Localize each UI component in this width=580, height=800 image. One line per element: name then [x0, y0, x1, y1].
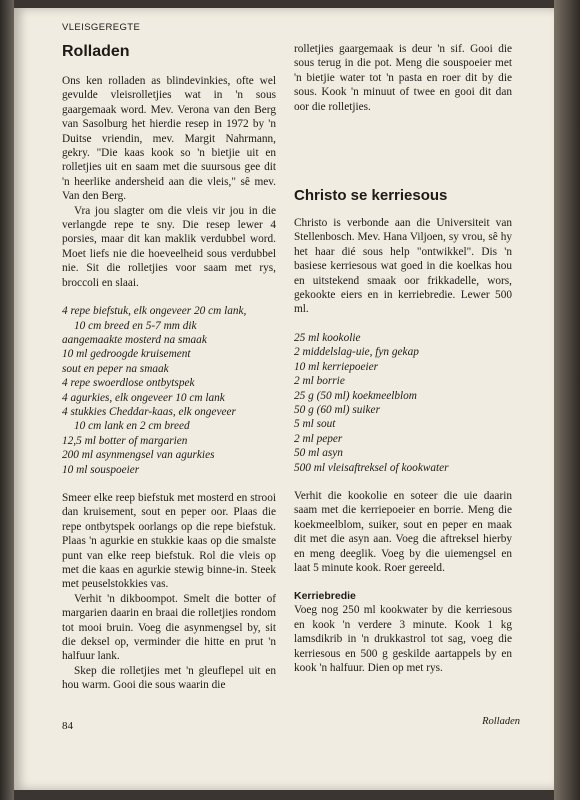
- ingredient-item: 10 cm breed en 5-7 mm dik: [74, 319, 197, 332]
- ingredient-item: 50 ml asyn: [294, 447, 343, 460]
- ingredient-item: 10 cm lank en 2 cm breed: [74, 420, 190, 433]
- page-number: 84: [62, 720, 73, 732]
- ingredient-item: 500 ml vleisaftreksel of kookwater: [294, 461, 449, 474]
- left-column: [62, 42, 276, 693]
- recipe-title-rolladen: Rolladen: [62, 43, 130, 60]
- intro-paragraph: Vra jou slagter om die vleis vir jou in die verlangde repe te sny. Die resep lewer 4 porsies, maar dit kan maklik verdubbel word. Moet liefs nie die hoeveelheid sous verdubbel nie. Sit die rolletjies voor saam met rys, broccoli en slaai.: [62, 204, 276, 289]
- ingredient-item: 4 agurkies, elk ongeveer 10 cm lank: [62, 391, 225, 404]
- right-column: [294, 42, 512, 675]
- book-spine-shadow: [0, 0, 14, 800]
- ingredient-item: 2 ml peper: [294, 432, 343, 445]
- variation-paragraph: Voeg nog 250 ml kookwater by die kerriesous en kook 'n verdere 3 minute. Kook 1 kg lamsdikrib in 'n drukkastrol tot sag, voeg die kerriesous en 500 g geskilde aartappels by en kook 'n halfuur. Dien op met rys.: [294, 604, 512, 674]
- ingredient-item: 10 ml kerriepoeier: [294, 360, 379, 373]
- ingredient-item: 4 repe biefstuk, elk ongeveer 20 cm lank,: [62, 305, 247, 318]
- ingredient-item: 200 ml asynmengsel van agurkies: [62, 449, 215, 462]
- ingredient-item: 50 g (60 ml) suiker: [294, 403, 380, 416]
- running-foot: Rolladen: [482, 716, 520, 727]
- ingredient-item: 2 middelslag-uie, fyn gekap: [294, 346, 419, 359]
- ingredient-item: 2 ml borrie: [294, 375, 345, 388]
- ingredient-item: sout en peper na smaak: [62, 362, 169, 375]
- running-head: VLEISGEREGTE: [62, 22, 141, 33]
- subheading-kerriebredie: Kerriebredie: [294, 590, 356, 603]
- intro-paragraph: Christo is verbonde aan die Universiteit van Stellenbosch. Mev. Hana Viljoen, sy vrou, sê hy het haar dié sous help "ontwikkel". Dis 'n basiese kerriesous wat goed in die koelkas hou en uitstekend smaak oor frikkadelle, wors, gekookte eiers en in kerriebredie. Lewer 500 ml.: [294, 217, 512, 316]
- book-page-edge: [554, 0, 580, 800]
- ingredient-list: [294, 331, 512, 475]
- method-paragraph: Verhit 'n dikboompot. Smelt die botter of margarien daarin en braai die rolletjies rondom tot mooi bruin. Voeg die asynmengsel by, sit die deksel op, verminder die hitte en prut 'n halfuur lank.: [62, 592, 276, 663]
- ingredient-item: 4 stukkies Cheddar-kaas, elk ongeveer: [62, 405, 236, 418]
- ingredient-item: 10 ml gedroogde kruisement: [62, 348, 191, 361]
- ingredient-item: 12,5 ml botter of margarien: [62, 434, 188, 447]
- ingredient-item: 4 repe swoerdlose ontbytspek: [62, 377, 195, 390]
- ingredient-item: 25 ml kookolie: [294, 331, 361, 344]
- continuation-paragraph: rolletjies gaargemaak is deur 'n sif. Gooi die sous terug in die pot. Meng die souspoeier met 'n bietjie water tot 'n pasta en roer dit by die sous. Kook 'n minuut of twee en gooi dit dan oor die rolletjies.: [294, 43, 512, 113]
- intro-paragraph: Ons ken rolladen as blindevinkies, ofte wel gevulde vleisrolletjies wat in 'n sous gaargemaak word. Mev. Verona van den Berg van Sasolburg het hierdie resep in 1972 by 'n Duitse vriendin, mev. Margit Nahrmann, gekry. "Die kaas kook so 'n bietjie uit en rolletjies uit en saam met die suursous gee dit 'n heerlike andersheid aan die vleis," sê mev. Van den Berg.: [62, 75, 276, 203]
- ingredient-item: 5 ml sout: [294, 418, 336, 431]
- method-paragraph: Skep die rolletjies met 'n gleuflepel uit en hou warm. Gooi die sous waarin die: [62, 664, 276, 692]
- ingredient-item: aangemaakte mosterd na smaak: [62, 333, 207, 346]
- ingredient-list: [62, 304, 276, 477]
- recipe-title-kerriesous: Christo se kerriesous: [294, 187, 448, 205]
- ingredient-item: 10 ml souspoeier: [62, 463, 140, 476]
- ingredient-item: 25 g (50 ml) koekmeelblom: [294, 389, 417, 402]
- method-paragraph: Smeer elke reep biefstuk met mosterd en strooi dan kruisement, sout en peper oor. Plaas die repe ontbytspek oorlangs op die repe biefstuk. Plaas 'n agurkie en stukkie kaas op die smalste punt van elke reep biefstuk. Rol die vleis op met die kaas en agurkie stewig binne-in. Steek met peuselstokkies vas.: [62, 491, 276, 591]
- method-paragraph: Verhit die kookolie en soteer die uie daarin saam met die kerriepoeier en borrie. Meng die koekmeelblom, suiker, sout en peper en maak dit met die asyn aan. Voeg die aftreksel hierby en meng deeglik. Voeg by die uiemengsel en laat 5 minute kook. Roer gereeld.: [294, 489, 512, 574]
